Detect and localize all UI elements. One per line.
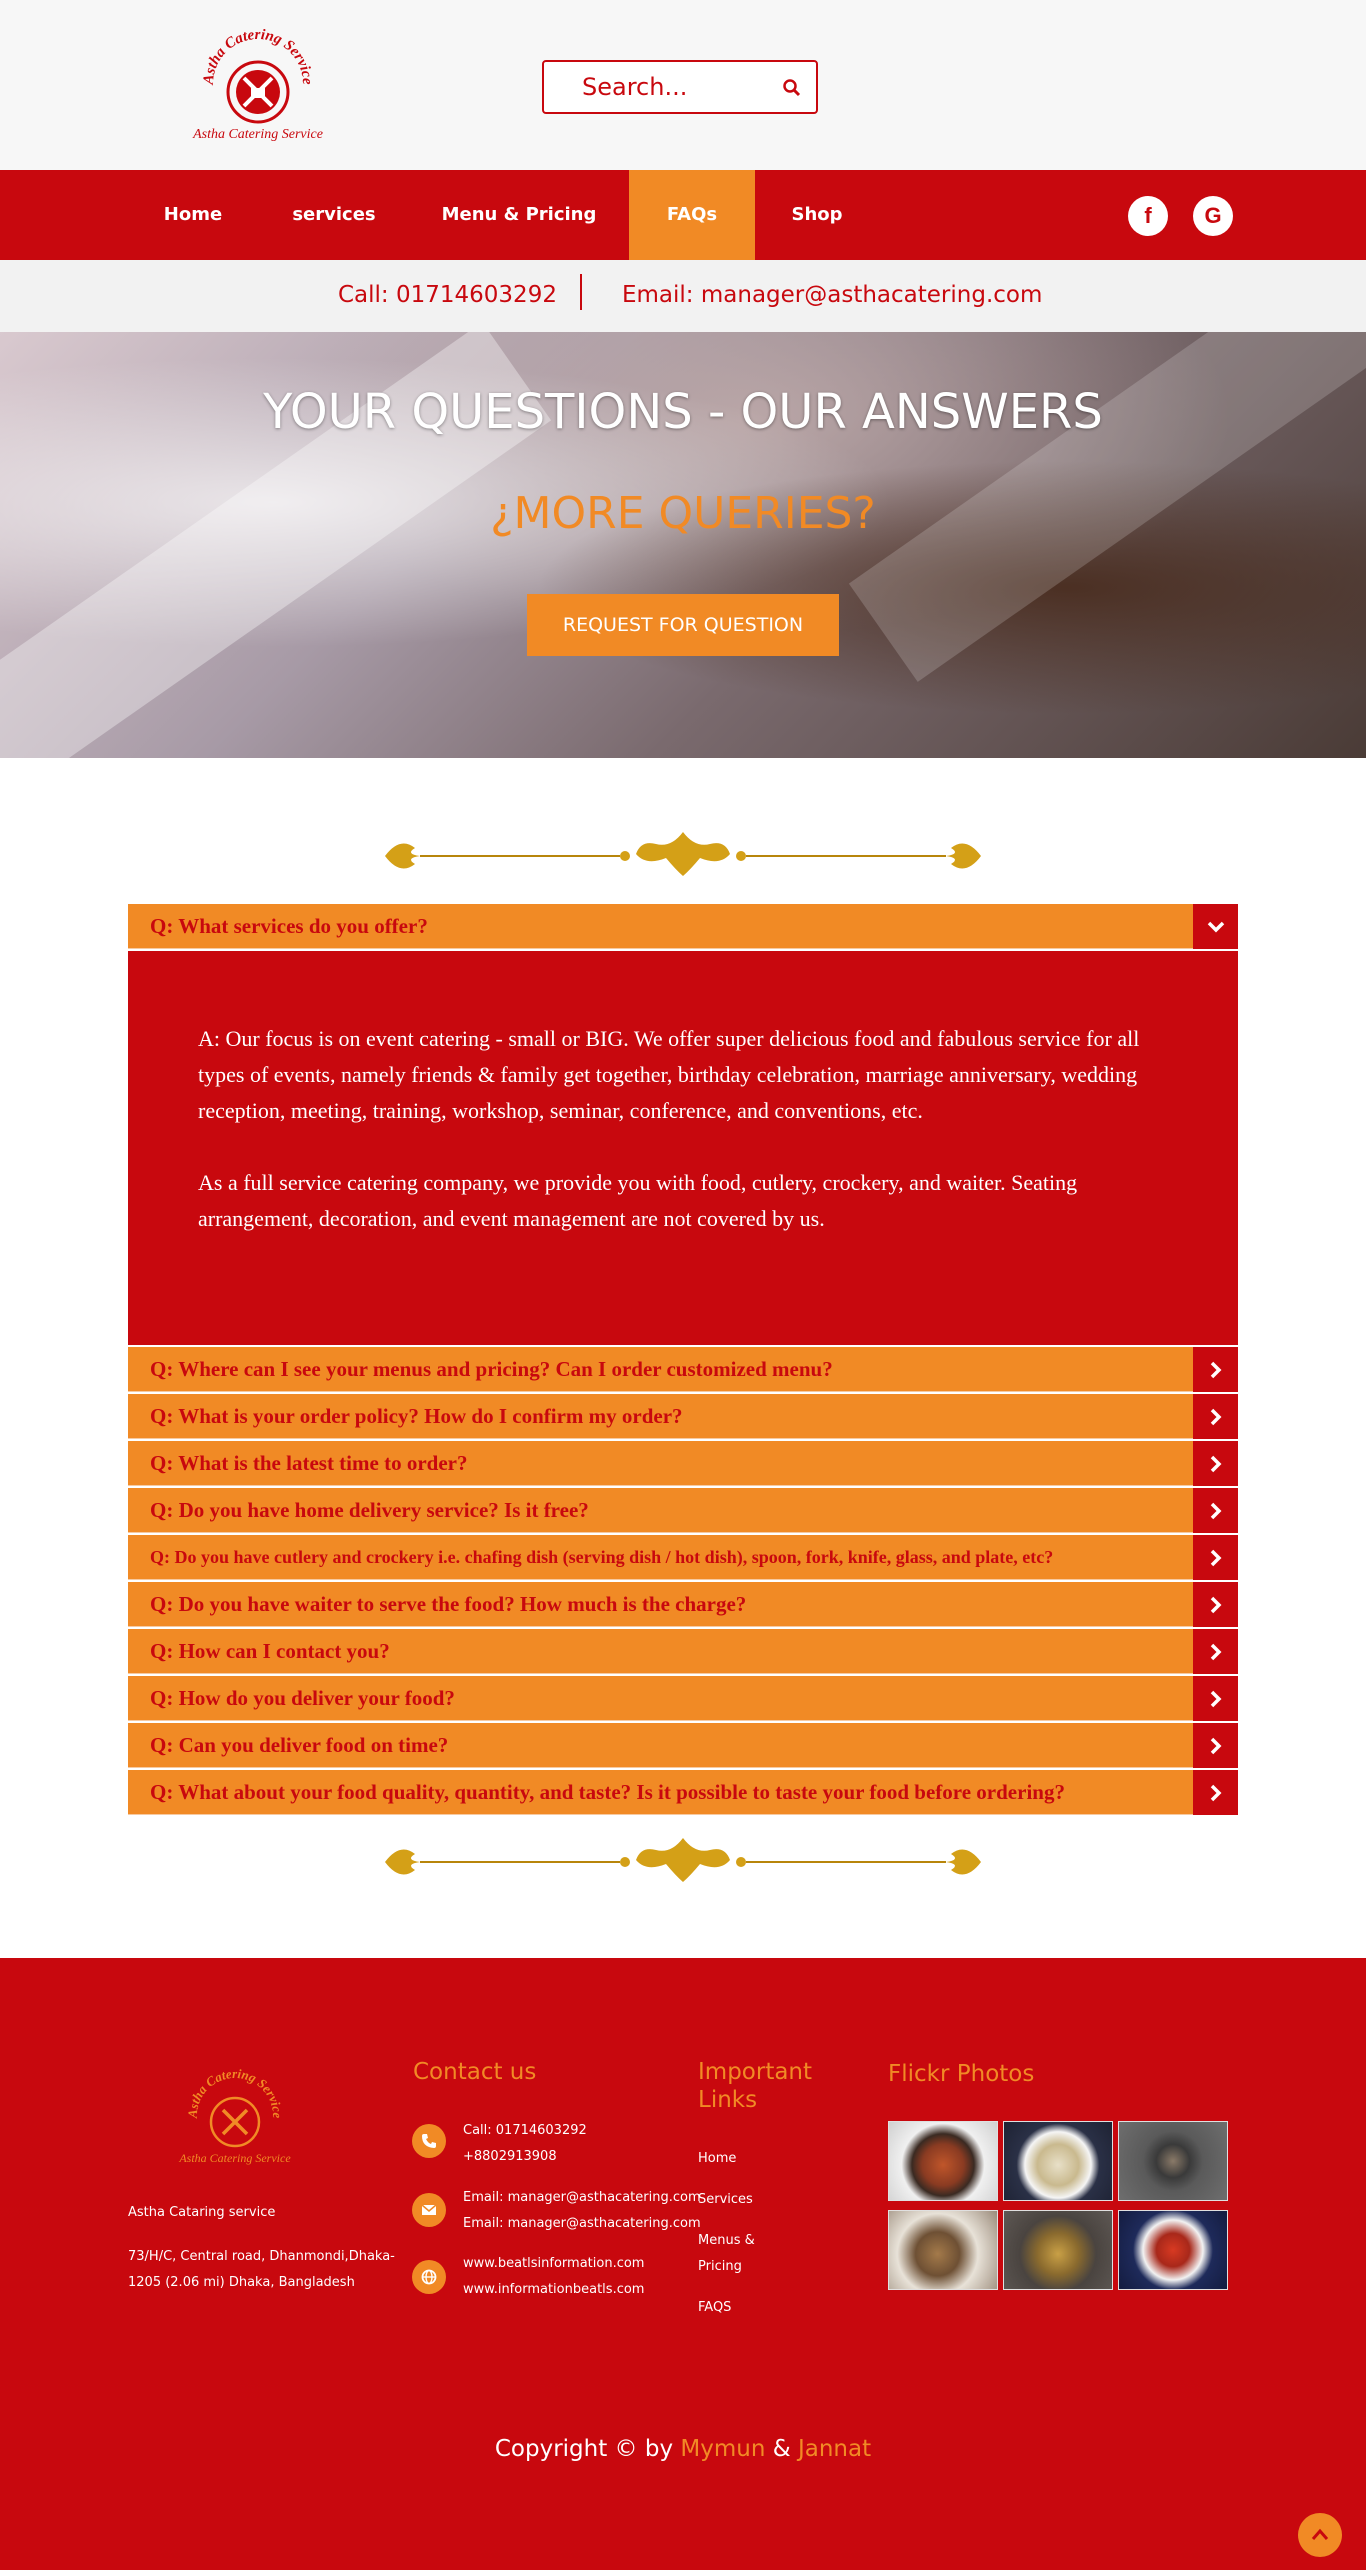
back-to-top-button[interactable] [1298,2513,1342,2557]
main-nav [0,170,1366,260]
facebook-icon[interactable]: f [1128,196,1168,236]
faq-question[interactable]: Q: What about your food quality, quantity, and taste? Is it possible to taste your food before ordering? [150,1780,1065,1804]
footer [0,1958,1366,2570]
faq-toggle[interactable] [1193,1441,1238,1486]
faq-accordion [128,904,1238,1817]
faq-item[interactable] [128,1535,1238,1580]
footer-link-faqs[interactable]: FAQS [698,2300,732,2315]
faq-item[interactable] [128,1676,1238,1721]
search-box[interactable] [542,60,818,114]
footer-phone: Call: 01714603292 [463,2123,587,2138]
copyright [0,2436,1366,2462]
flickr-heading: Flickr Photos [888,2061,1035,2087]
search-input[interactable]: Search... [582,73,688,101]
faq-question[interactable]: Q: How do you deliver your food? [150,1686,455,1710]
globe-icon [412,2260,446,2294]
flickr-photo[interactable] [1003,2210,1113,2290]
chevron-down-icon [1206,917,1226,937]
footer-link-menus-pricing[interactable]: Pricing [698,2259,742,2274]
faq-item[interactable] [128,1441,1238,1486]
faq-item[interactable] [128,1770,1238,1815]
google-icon[interactable]: G [1193,196,1233,236]
svg-text:Astha Catering Service: Astha Catering Service [193,127,323,142]
faq-toggle[interactable] [1193,1488,1238,1533]
flickr-photo[interactable] [1118,2210,1228,2290]
flickr-photo[interactable] [1118,2121,1228,2201]
copyright-amp: & [772,2436,791,2462]
author-link[interactable]: Mymun [680,2436,766,2462]
faq-toggle[interactable] [1193,1582,1238,1627]
header [0,0,1366,170]
faq-question[interactable]: Q: What is the latest time to order? [150,1451,468,1475]
chevron-right-icon [1206,1595,1226,1615]
footer-address-line: 1205 (2.06 mi) Dhaka, Bangladesh [128,2275,355,2290]
faq-question[interactable]: Q: Can you deliver food on time? [150,1733,449,1757]
faq-question[interactable]: Q: What services do you offer? [150,914,428,938]
author-link[interactable]: Jannat [797,2436,872,2462]
search-icon[interactable] [782,78,802,98]
phone-icon [412,2124,446,2158]
faq-toggle[interactable] [1193,904,1238,949]
faq-question[interactable]: Q: Do you have waiter to serve the food? How much is the charge? [150,1592,747,1616]
faq-toggle[interactable] [1193,1347,1238,1392]
contact-email: Email: manager@asthacatering.com [622,282,1043,308]
faq-item[interactable] [128,1582,1238,1627]
faq-question[interactable]: Q: Do you have cutlery and crockery i.e. chafing dish (serving dish / hot dish), spoon, fork, knife, glass, and plate, etc? [150,1547,1054,1567]
footer-address-line: 73/H/C, Central road, Dhanmondi,Dhaka- [128,2249,395,2264]
arrow-up-icon [1310,2525,1330,2545]
faq-toggle[interactable] [1193,1629,1238,1674]
footer-email[interactable]: Email: manager@asthacatering.com [463,2216,701,2231]
faq-answer-paragraph: As a full service catering company, we provide you with food, cutlery, crockery, and waiter. Seating arrangement, decoration, and event management are not covered by us. [198,1170,1078,1231]
faq-question[interactable]: Q: Do you have home delivery service? Is it free? [150,1498,589,1522]
ornament-divider-icon [380,826,986,886]
links-heading: Links [698,2087,758,2113]
contact-heading: Contact us [413,2059,537,2085]
contact-bar [0,260,1366,332]
chevron-right-icon [1206,1783,1226,1803]
footer-phone: +8802913908 [463,2149,557,2164]
flickr-photo[interactable] [1003,2121,1113,2201]
chevron-right-icon [1206,1548,1226,1568]
hero-title: YOUR QUESTIONS - OUR ANSWERS [263,384,1103,440]
request-question-button[interactable]: REQUEST FOR QUESTION [527,594,839,656]
footer-email[interactable]: Email: manager@asthacatering.com [463,2190,701,2205]
faq-item[interactable] [128,1347,1238,1392]
faq-toggle[interactable] [1193,1676,1238,1721]
copyright-prefix: Copyright © by [494,2436,674,2462]
faq-toggle[interactable] [1193,1535,1238,1580]
faq-question[interactable]: Q: How can I contact you? [150,1639,390,1663]
footer-company: Astha Cataring service [128,2205,276,2220]
links-heading: Important [698,2059,813,2085]
contact-phone: Call: 01714603292 [338,282,557,308]
flickr-photo[interactable] [888,2121,998,2201]
footer-website[interactable]: www.informationbeatls.com [463,2282,645,2297]
site-logo[interactable] [183,14,333,144]
svg-text:Astha Catering Service: Astha Catering Service [184,2065,286,2119]
footer-logo[interactable] [170,2058,300,2168]
footer-link-home[interactable]: Home [698,2151,737,2166]
nav-shop[interactable]: Shop [791,204,843,225]
nav-services[interactable]: services [292,204,376,225]
footer-link-menus-pricing[interactable]: Menus & [698,2233,755,2248]
faq-toggle[interactable] [1193,1770,1238,1815]
faq-question[interactable]: Q: What is your order policy? How do I confirm my order? [150,1404,683,1428]
chevron-right-icon [1206,1689,1226,1709]
faq-item[interactable] [128,1629,1238,1674]
faq-answer-paragraph: A: Our focus is on event catering - small or BIG. We offer super delicious food and fabulous service for all types of events, namely friends & family get together, birthday celebration, marriage anniversary, wedding reception, meeting, training, workshop, seminar, conference, and conventions, etc. [198,1026,1140,1123]
nav-faqs[interactable]: FAQs [629,170,755,260]
faq-toggle[interactable] [1193,1394,1238,1439]
divider [580,274,582,310]
chevron-right-icon [1206,1360,1226,1380]
chevron-right-icon [1206,1454,1226,1474]
faq-question[interactable]: Q: Where can I see your menus and pricing? Can I order customized menu? [150,1357,833,1381]
chevron-right-icon [1206,1501,1226,1521]
faq-toggle[interactable] [1193,1723,1238,1768]
faq-item[interactable] [128,1394,1238,1439]
chevron-right-icon [1206,1642,1226,1662]
chevron-right-icon [1206,1407,1226,1427]
ornament-divider-icon [380,1832,986,1892]
faq-item-open[interactable] [128,904,1238,949]
footer-website[interactable]: www.beatlsinformation.com [463,2256,645,2271]
faq-item[interactable] [128,1488,1238,1533]
svg-text:Astha Catering Service: Astha Catering Service [179,2151,291,2165]
hero-banner [0,332,1366,758]
nav-menu-pricing[interactable]: Menu & Pricing [441,204,597,225]
mail-icon [412,2193,446,2227]
faq-item[interactable] [128,1723,1238,1768]
nav-home[interactable]: Home [163,204,223,225]
footer-link-services[interactable]: Services [698,2192,753,2207]
faq-answer [128,951,1238,1345]
flickr-photo[interactable] [888,2210,998,2290]
chevron-right-icon [1206,1736,1226,1756]
svg-text:Astha Catering Service: Astha Catering Service [200,26,316,86]
hero-subtitle: ¿MORE QUERIES? [490,488,876,539]
